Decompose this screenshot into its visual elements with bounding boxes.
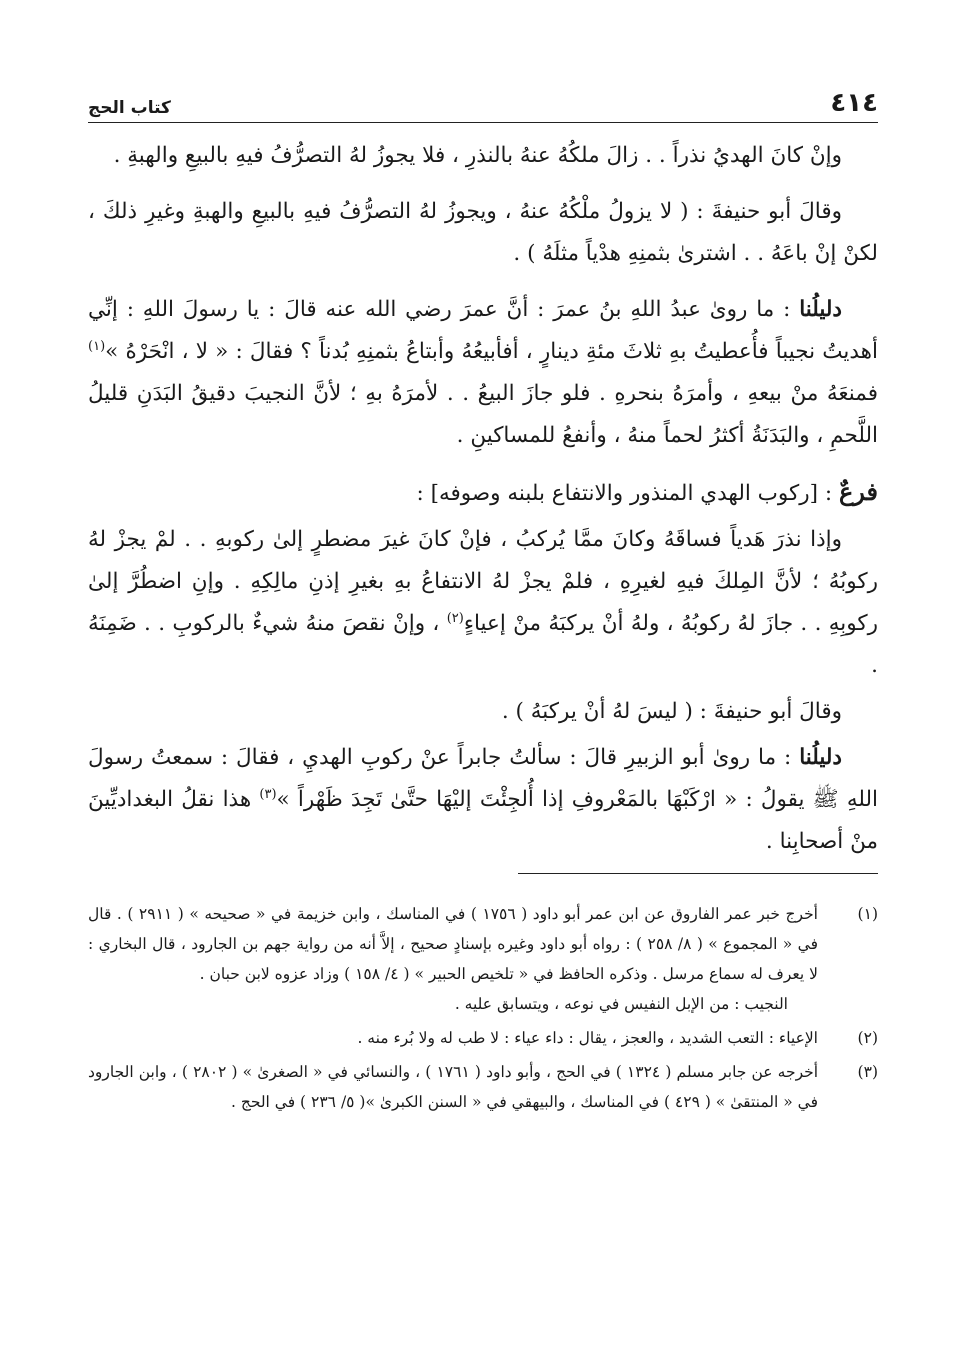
section-heading [88, 471, 878, 515]
footnote-number: (٢) [857, 1029, 878, 1047]
paragraph-4-text-a: وإذا نذرَ هَدياً فساقَهُ وكانَ ممَّا يُركبُ ، فإنْ كانَ غيرَ مضطرٍ إلىٰ ركوبهِ . . لمْ يجزْ لهُ ركوبُهُ ؛ لأنَّ المِلكَ فيهِ لغيرِهِ ، فلمْ يجزْ لهُ الانتفاعُ بهِ بغيرِ إذنِ مالِكِهِ . وإنِ اضطُرَّ إلىٰ ركوبِهِ . . جازَ لهُ ركوبُهُ ، ولهُ أنْ يركبَهُ منْ إعياءٍ [88, 527, 878, 636]
footnote-ref-1[interactable]: (١) [88, 338, 106, 354]
page-number: ٤١٤ [830, 88, 878, 118]
paragraph-3-text-a: : ما روىٰ عبدُ اللهِ بنُ عمرَ : أنَّ عمرَ رضي الله عنه قالَ : يا رسولَ اللهِ : إنِّي أهديتُ نجيباً فأُعطيتُ بهِ ثلاثَ مئةِ دينارٍ ، أفأبيعُهُ وأبتاعُ بثمنِهِ بُدناً ؟ فقالَ : « لا ، انْحَرْهُ » [88, 297, 878, 364]
evidence-lead: دليلُنا [799, 297, 842, 322]
footnote-number: (٣) [857, 1063, 878, 1081]
running-title: كتاب الحج [88, 98, 171, 118]
footnotes [88, 899, 878, 1117]
paragraph-3-text-b: فمنعَهُ منْ بيعهِ ، وأمرَهُ بنحرهِ . فلو جازَ البيعُ . . لأمرَهُ بهِ ؛ لأنَّ النجيبَ دقيقُ البَدَنِ قليلُ اللَّحمِ ، والبَدَنَةُ أكثرُ لحماً منهُ ، وأنفعُ للمساكينِ . [88, 381, 878, 448]
section-label: فرعٌ [838, 477, 878, 506]
footnote-subnote: النجيب : من الإبل النفيس في نوعه ، ويتسابق عليه . [454, 995, 788, 1013]
paragraph-4 [88, 519, 878, 687]
paragraph-5: وقالَ أبو حنيفةَ : ( ليسَ لهُ أنْ يركبَهُ ) . [501, 699, 842, 724]
footnote-separator [88, 873, 878, 875]
footnote-3 [88, 1057, 878, 1117]
evidence-lead-2: دليلُنا [799, 745, 842, 770]
footnote-2 [88, 1023, 878, 1053]
paragraph-6-text-a: : ما روىٰ أبو الزبيرِ قالَ : سألتُ جابراً عنْ ركوبِ الهديِ ، فقالَ : سمعتُ رسولَ اللهِ ﷺ يقولُ : « ارْكَبْهَا بالمَعْروفِ إذا أُلجِئْتَ إليْهَا حتَّىٰ تَجِدَ ظَهْراً » [88, 745, 879, 812]
paragraph-2: وقالَ أبو حنيفةَ : ( لا يزولُ ملْكُهُ عنهُ ، ويجوزُ لهُ التصرُّفُ فيهِ بالبيعِ والهبةِ وغيرِ ذلكَ ، لكنْ إنْ باعَهُ . . اشترىٰ بثمنِهِ هدْياً مثلَهُ ) . [88, 199, 878, 266]
book-page [88, 78, 878, 1121]
footnote-text: أخرج خبر عمر الفاروق عن ابن عمر أبو داود ( ١٧٥٦ ) في المناسك ، وابن خزيمة في « صحيحه » ( ٢٩١١ ) . قال في « المجموع » ( ٨/ ٢٥٨ ) : رواه أبو داود وغيره بإسنادٍ صحيح ، إلاَّ أنه من رواية جهم بن الجارود ، قال البخاري : لا يعرف له سماع مرسل . وذكره الحافظ في « تلخيص الحبير » ( ٤/ ١٥٨ ) وزاد عزوه لابن حبان . [88, 905, 818, 983]
footnote-text: أخرجه عن جابر مسلم ( ١٣٢٤ ) في الحج ، وأبو داود ( ١٧٦١ ) ، والنسائي في « الصغرىٰ » ( ٢٨٠٢ ) ، وابن الجارود في « المنتقىٰ » ( ٤٢٩ ) في المناسك ، والبيهقي في « السنن الكبرىٰ »( ٥/ ٢٣٦ ) في الحج . [88, 1063, 819, 1111]
paragraph-4-text-b: ، وإنْ نقصَ منهُ شيءٌ بالركوبِ . . ضَمِنَهُ . [88, 611, 878, 678]
section-title: : [ركوب الهدي المنذور والانتفاع بلبنه وصوفه] : [416, 481, 839, 506]
paragraph-6 [88, 737, 878, 863]
page-header [88, 78, 878, 123]
main-text [88, 135, 878, 863]
footnote-ref-2[interactable]: (٢) [446, 610, 464, 626]
paragraph-3 [88, 289, 878, 457]
footnote-text: الإعياء : التعب الشديد ، والعجز ، يقال : داء عياء : لا طب له ولا بُرء منه . [357, 1029, 818, 1047]
footnote-ref-3[interactable]: (٣) [259, 786, 277, 802]
paragraph-1: وإنْ كانَ الهديُ نذراً . . زالَ ملكُهُ عنهُ بالنذرِ ، فلا يجوزُ لهُ التصرُّفُ فيهِ بالبيعِ والهبةِ . [113, 143, 842, 168]
footnote-number: (١) [857, 905, 878, 923]
paragraph-6-text-b: هذا نقلُ البغداديِّينَ منْ أصحابِنا . [88, 787, 878, 854]
footnote-1 [88, 899, 878, 1019]
